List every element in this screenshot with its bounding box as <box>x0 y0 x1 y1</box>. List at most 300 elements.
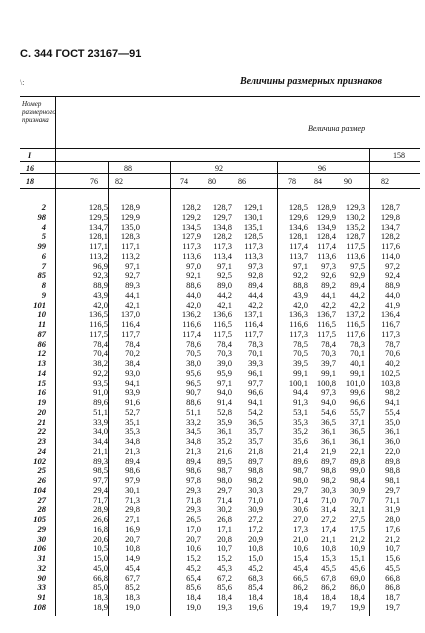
table-cell: 97,3 <box>321 260 336 271</box>
table-cell: 96,6 <box>248 387 263 398</box>
table-cell: 21,1 <box>321 533 336 544</box>
row-label: 10 <box>37 309 46 320</box>
table-cell: 45,0 <box>93 562 108 573</box>
table-cell: 10,8 <box>248 543 263 554</box>
table-cell: 128,9 <box>316 202 336 212</box>
table-cell: 32,1 <box>350 504 365 515</box>
table-cell: 98,8 <box>385 465 400 476</box>
row-label: 14 <box>37 367 46 378</box>
row-label: 87 <box>37 328 46 339</box>
table-cell: 27,2 <box>248 514 263 524</box>
table-cell: 29,8 <box>125 504 140 515</box>
row-label: 86 <box>37 338 46 349</box>
table-cell: 113,6 <box>346 250 365 261</box>
table-cell: 86,2 <box>293 582 308 593</box>
table-cell: 44,0 <box>186 289 201 300</box>
table-cell: 98,2 <box>321 475 336 485</box>
table-cell: 54,6 <box>321 406 336 417</box>
table-cell: 89,2 <box>321 280 336 290</box>
row-label: 16 <box>37 387 46 398</box>
table-cell: 14,9 <box>125 553 140 563</box>
table-cell: 34,0 <box>93 426 108 437</box>
table-cell: 35,7 <box>248 426 263 437</box>
table-cell: 99,1 <box>293 367 308 378</box>
table-cell: 113,3 <box>244 250 263 261</box>
table-cell: 28,0 <box>385 514 400 524</box>
row-label: 98 <box>37 211 46 222</box>
table-cell: 92,7 <box>125 270 140 281</box>
table-cell: 10,6 <box>293 543 308 554</box>
table-cell: 103,8 <box>380 377 400 388</box>
table-cell: 114,0 <box>381 250 400 261</box>
table-cell: 85,2 <box>125 582 140 593</box>
row-label: 28 <box>37 504 46 515</box>
table-cell: 36,5 <box>321 416 336 427</box>
table-cell: 27,2 <box>321 514 336 524</box>
table-cell: 21,6 <box>217 445 232 456</box>
table-cell: 78,4 <box>93 338 108 349</box>
table-cell: 67,8 <box>321 572 336 583</box>
table-cell: 95,9 <box>217 367 232 378</box>
table-cell: 78,3 <box>248 338 263 349</box>
table-cell: 89,4 <box>186 455 201 466</box>
rule-4 <box>20 188 420 189</box>
table-cell: 44,2 <box>350 289 365 300</box>
table-cell: 70,1 <box>350 348 365 359</box>
table-cell: 88,9 <box>93 280 108 290</box>
table-cell: 117,5 <box>346 241 365 251</box>
table-cell: 70,3 <box>217 348 232 359</box>
table-cell: 117,5 <box>213 328 232 339</box>
table-cell: 97,8 <box>186 475 201 485</box>
table-cell: 116,7 <box>381 319 400 329</box>
table-cell: 113,2 <box>89 250 108 261</box>
col-divider <box>369 148 370 616</box>
table-cell: 128,1 <box>88 231 108 242</box>
table-cell: 98,5 <box>93 465 108 476</box>
table-cell: 116,6 <box>289 319 308 329</box>
row-label: 5 <box>41 231 46 242</box>
table-cell: 36,5 <box>350 426 365 437</box>
table-cell: 86,0 <box>350 582 365 593</box>
row-label: 102 <box>33 455 46 466</box>
table-cell: 45,4 <box>293 562 308 573</box>
table-cell: 134,5 <box>181 221 201 232</box>
table-cell: 97,1 <box>293 260 308 271</box>
table-cell: 17,2 <box>248 523 263 534</box>
table-cell: 70,4 <box>93 348 108 359</box>
table-cell: 93,9 <box>125 387 140 398</box>
row-label: 99 <box>37 241 46 251</box>
table-cell: 97,9 <box>125 475 140 485</box>
table-cell: 117,3 <box>213 241 232 251</box>
table-cell: 78,3 <box>350 338 365 349</box>
row-label: 24 <box>37 445 46 456</box>
table-cell: 89,8 <box>350 455 365 466</box>
table-cell: 102,5 <box>380 367 400 378</box>
table-cell: 45,6 <box>350 562 365 573</box>
table-cell: 35,3 <box>125 426 140 437</box>
table-cell: 21,9 <box>321 445 336 456</box>
table-cell: 117,4 <box>182 328 201 339</box>
table-cell: 117,3 <box>381 328 400 339</box>
table-cell: 89,5 <box>217 455 232 466</box>
table-cell: 29,7 <box>385 484 400 495</box>
table-cell: 85,0 <box>93 582 108 593</box>
table-cell: 42,1 <box>217 299 232 310</box>
table-cell: 78,4 <box>125 338 140 349</box>
table-cell: 19,0 <box>125 601 140 612</box>
row-label: 15 <box>37 377 46 388</box>
table-cell: 129,9 <box>316 211 336 222</box>
table-cell: 129,6 <box>288 211 308 222</box>
table-cell: 18,4 <box>321 592 336 602</box>
table-cell: 137,0 <box>120 309 140 320</box>
table-cell: 89,4 <box>350 280 365 290</box>
table-cell: 15,4 <box>293 553 308 563</box>
table-cell: 20,7 <box>186 533 201 544</box>
row-label: 20 <box>37 406 46 417</box>
table-cell: 128,2 <box>181 202 201 212</box>
col-header-158: 158 <box>393 151 405 160</box>
table-cell: 92,4 <box>385 270 400 281</box>
table-cell: 100,8 <box>316 377 336 388</box>
table-cell: 128,4 <box>316 231 336 242</box>
table-cell: 30,3 <box>248 484 263 495</box>
table-cell: 53,1 <box>293 406 308 417</box>
table-cell: 95,6 <box>186 367 201 378</box>
table-cell: 35,6 <box>293 436 308 446</box>
table-cell: 98,7 <box>293 465 308 476</box>
table-cell: 99,1 <box>321 367 336 378</box>
table-cell: 19,7 <box>321 601 336 612</box>
table-cell: 134,8 <box>212 221 232 232</box>
table-cell: 78,5 <box>293 338 308 349</box>
table-cell: 51,1 <box>186 406 201 417</box>
table-cell: 128,7 <box>380 202 400 212</box>
table-cell: 10,8 <box>321 543 336 554</box>
table-cell: 97,0 <box>186 260 201 271</box>
table-cell: 136,7 <box>316 309 336 320</box>
table-cell: 37,1 <box>350 416 365 427</box>
table-cell: 66,5 <box>293 572 308 583</box>
table-cell: 40,2 <box>385 358 400 368</box>
table-cell: 70,5 <box>293 348 308 359</box>
table-cell: 94,1 <box>125 377 140 388</box>
table-cell: 128,3 <box>120 231 140 242</box>
table-cell: 92,2 <box>293 270 308 281</box>
row-label: 7 <box>41 260 46 271</box>
table-cell: 18,4 <box>293 592 308 602</box>
row-label: 108 <box>33 601 46 612</box>
table-cell: 98,1 <box>385 475 400 485</box>
table-cell: 70,1 <box>248 348 263 359</box>
table-cell: 94,1 <box>385 397 400 407</box>
table-cell: 36,1 <box>321 436 336 446</box>
col-header-2: 74 <box>180 177 188 186</box>
table-cell: 39,7 <box>321 358 336 368</box>
table-cell: 20,7 <box>125 533 140 544</box>
table-cell: 17,4 <box>321 523 336 534</box>
table-cell: 18,4 <box>248 592 263 602</box>
table-cell: 34,4 <box>93 436 108 446</box>
table-cell: 89,3 <box>93 455 108 466</box>
table-cell: 19,9 <box>350 601 365 612</box>
table-cell: 40,1 <box>350 358 365 368</box>
table-cell: 15,3 <box>321 553 336 563</box>
table-cell: 39,5 <box>293 358 308 368</box>
table-cell: 38,0 <box>186 358 201 368</box>
row-label: 32 <box>37 562 46 573</box>
row-label: 30 <box>37 533 46 544</box>
table-cell: 30,1 <box>125 484 140 495</box>
table-cell: 117,1 <box>89 241 108 251</box>
table-cell: 35,7 <box>248 436 263 446</box>
table-cell: 10,5 <box>93 543 108 554</box>
table-cell: 70,3 <box>321 348 336 359</box>
table-cell: 71,3 <box>125 494 140 505</box>
table-cell: 85,6 <box>186 582 201 593</box>
table-cell: 29,4 <box>93 484 108 495</box>
table-cell: 31,9 <box>385 504 400 515</box>
table-cell: 117,7 <box>244 328 263 339</box>
row-label: 90 <box>37 572 46 583</box>
table-cell: 130,2 <box>345 211 365 222</box>
table-cell: 86,2 <box>321 582 336 593</box>
table-cell: 92,6 <box>321 270 336 281</box>
table-cell: 117,5 <box>89 328 108 339</box>
group-92: 92 <box>215 164 223 173</box>
col-divider <box>108 161 109 616</box>
table-cell: 39,0 <box>217 358 232 368</box>
table-cell: 70,7 <box>350 494 365 505</box>
table-cell: 130,1 <box>243 211 263 222</box>
table-cell: 20,8 <box>217 533 232 544</box>
table-cell: 45,3 <box>217 562 232 573</box>
table-cell: 29,3 <box>186 504 201 515</box>
row-label: 21 <box>37 416 46 427</box>
table-cell: 99,1 <box>350 367 365 378</box>
table-cell: 89,7 <box>321 455 336 466</box>
table-cell: 91,3 <box>293 397 308 407</box>
table-cell: 66,8 <box>385 572 400 583</box>
table-cell: 129,8 <box>380 211 400 222</box>
table-cell: 117,3 <box>289 328 308 339</box>
table-cell: 17,3 <box>293 523 308 534</box>
col-header-3: 80 <box>208 177 216 186</box>
table-cell: 17,1 <box>217 523 232 534</box>
table-cell: 44,0 <box>385 289 400 300</box>
table-cell: 10,7 <box>217 543 232 554</box>
table-cell: 39,3 <box>248 358 263 368</box>
table-cell: 88,8 <box>293 280 308 290</box>
table-cell: 70,5 <box>186 348 201 359</box>
stub-divider <box>55 96 56 616</box>
table-cell: 44,2 <box>217 289 232 300</box>
table-cell: 36,0 <box>385 436 400 446</box>
table-cell: 92,5 <box>217 270 232 281</box>
table-cell: 18,4 <box>350 592 365 602</box>
table-cell: 134,9 <box>316 221 336 232</box>
col-header-7: 90 <box>344 177 352 186</box>
table-cell: 78,7 <box>385 338 400 349</box>
table-cell: 26,6 <box>93 514 108 524</box>
table-cell: 35,9 <box>217 416 232 427</box>
table-cell: 98,0 <box>217 475 232 485</box>
table-cell: 117,6 <box>381 241 400 251</box>
table-cell: 92,9 <box>350 270 365 281</box>
table-cell: 27,1 <box>125 514 140 524</box>
table-cell: 101,0 <box>345 377 365 388</box>
table-cell: 19,7 <box>385 601 400 612</box>
table-cell: 18,9 <box>93 601 108 612</box>
col-divider <box>170 161 171 616</box>
table-cell: 70,6 <box>385 348 400 359</box>
row-label-16: 16 <box>26 164 34 173</box>
table-cell: 97,1 <box>217 260 232 271</box>
table-cell: 29,3 <box>186 484 201 495</box>
table-cell: 19,4 <box>293 601 308 612</box>
table-cell: 128,5 <box>88 202 108 212</box>
table-cell: 93,5 <box>93 377 108 388</box>
table-cell: 19,6 <box>248 601 263 612</box>
table-cell: 117,6 <box>346 328 365 339</box>
table-cell: 41,9 <box>385 299 400 310</box>
table-cell: 96,9 <box>93 260 108 271</box>
row-label: 12 <box>37 348 46 359</box>
table-cell: 36,1 <box>350 436 365 446</box>
table-cell: 85,6 <box>217 582 232 593</box>
table-cell: 52,8 <box>217 406 232 417</box>
table-cell: 21,1 <box>93 445 108 456</box>
table-cell: 116,6 <box>182 319 201 329</box>
table-cell: 30,2 <box>217 504 232 515</box>
table-cell: 45,5 <box>321 562 336 573</box>
table-cell: 69,0 <box>350 572 365 583</box>
row-label: 6 <box>41 250 46 261</box>
table-cell: 97,7 <box>93 475 108 485</box>
table-cell: 44,1 <box>321 289 336 300</box>
table-cell: 44,4 <box>248 289 263 300</box>
col-header-8: 82 <box>381 177 389 186</box>
table-cell: 94,4 <box>293 387 308 398</box>
row-label: 85 <box>37 270 46 281</box>
table-cell: 45,2 <box>186 562 201 573</box>
table-cell: 85,4 <box>248 582 263 593</box>
table-cell: 135,2 <box>345 221 365 232</box>
table-cell: 117,3 <box>182 241 201 251</box>
row-label: 8 <box>41 280 46 290</box>
table-cell: 34,8 <box>186 436 201 446</box>
row-label: 91 <box>37 592 46 602</box>
row-label: 106 <box>33 543 46 554</box>
row-label: 13 <box>37 358 46 368</box>
table-cell: 96,1 <box>248 367 263 378</box>
table-cell: 97,7 <box>248 377 263 388</box>
table-cell: 116,4 <box>121 319 140 329</box>
table-cell: 18,3 <box>125 592 140 602</box>
row-label-18: 18 <box>26 177 34 186</box>
table-cell: 128,7 <box>212 202 232 212</box>
table-cell: 21,3 <box>125 445 140 456</box>
table-cell: 135,0 <box>120 221 140 232</box>
table-cell: 137,1 <box>243 309 263 320</box>
col-header-0: 76 <box>90 177 98 186</box>
table-cell: 30,9 <box>350 484 365 495</box>
table-cell: 89,3 <box>125 280 140 290</box>
table-cell: 116,4 <box>244 319 263 329</box>
table-cell: 19,3 <box>217 601 232 612</box>
table-cell: 116,5 <box>317 319 336 329</box>
table-cell: 134,7 <box>88 221 108 232</box>
row-label: 22 <box>37 426 46 437</box>
table-cell: 97,3 <box>321 387 336 398</box>
table-cell: 92,3 <box>93 270 108 281</box>
table-cell: 33,9 <box>93 416 108 427</box>
table-cell: 45,4 <box>125 562 140 573</box>
col-header-4: 86 <box>238 177 246 186</box>
table-cell: 27,0 <box>293 514 308 524</box>
table-cell: 71,4 <box>293 494 308 505</box>
table-cell: 113,2 <box>121 250 140 261</box>
table-cell: 22,0 <box>385 445 400 456</box>
table-cell: 93,0 <box>125 367 140 378</box>
table-cell: 89,6 <box>93 397 108 407</box>
table-cell: 20,6 <box>93 533 108 544</box>
row-label: 2 <box>41 202 46 212</box>
row-label: 19 <box>37 397 46 407</box>
table-cell: 15,2 <box>217 553 232 563</box>
table-cell: 65,4 <box>186 572 201 583</box>
table-cell: 135,1 <box>243 221 263 232</box>
table-cell: 68,3 <box>248 572 263 583</box>
table-cell: 17,5 <box>350 523 365 534</box>
table-cell: 35,1 <box>125 416 140 427</box>
table-cell: 67,7 <box>125 572 140 583</box>
col-header-6: 84 <box>314 177 322 186</box>
table-cell: 116,5 <box>346 319 365 329</box>
row-label: 105 <box>33 514 46 524</box>
table-cell: 35,2 <box>293 426 308 437</box>
table-cell: 78,6 <box>186 338 201 349</box>
table-cell: 98,6 <box>125 465 140 476</box>
table-cell: 67,2 <box>217 572 232 583</box>
table-cell: 98,2 <box>248 475 263 485</box>
table-cell: 98,7 <box>217 465 232 476</box>
table-cell: 94,1 <box>248 397 263 407</box>
table-cell: 36,1 <box>385 426 400 437</box>
col-divider <box>277 161 278 616</box>
table-cell: 15,1 <box>350 553 365 563</box>
table-cell: 45,5 <box>385 562 400 573</box>
table-cell: 15,0 <box>93 553 108 563</box>
table-cell: 117,4 <box>317 241 336 251</box>
table-cell: 27,5 <box>350 514 365 524</box>
table-cell: 99,0 <box>350 465 365 476</box>
table-cell: 91,4 <box>217 397 232 407</box>
table-cell: 97,1 <box>217 377 232 388</box>
table-cell: 45,2 <box>248 562 263 573</box>
table-cell: 117,4 <box>289 241 308 251</box>
row-label: 26 <box>37 475 46 485</box>
table-cell: 96,6 <box>350 397 365 407</box>
table-cell: 21,2 <box>385 533 400 544</box>
table-cell: 71,7 <box>93 494 108 505</box>
table-cell: 30,6 <box>293 504 308 515</box>
table-cell: 18,4 <box>186 592 201 602</box>
row-label: 25 <box>37 465 46 476</box>
table-cell: 100,1 <box>288 377 308 388</box>
